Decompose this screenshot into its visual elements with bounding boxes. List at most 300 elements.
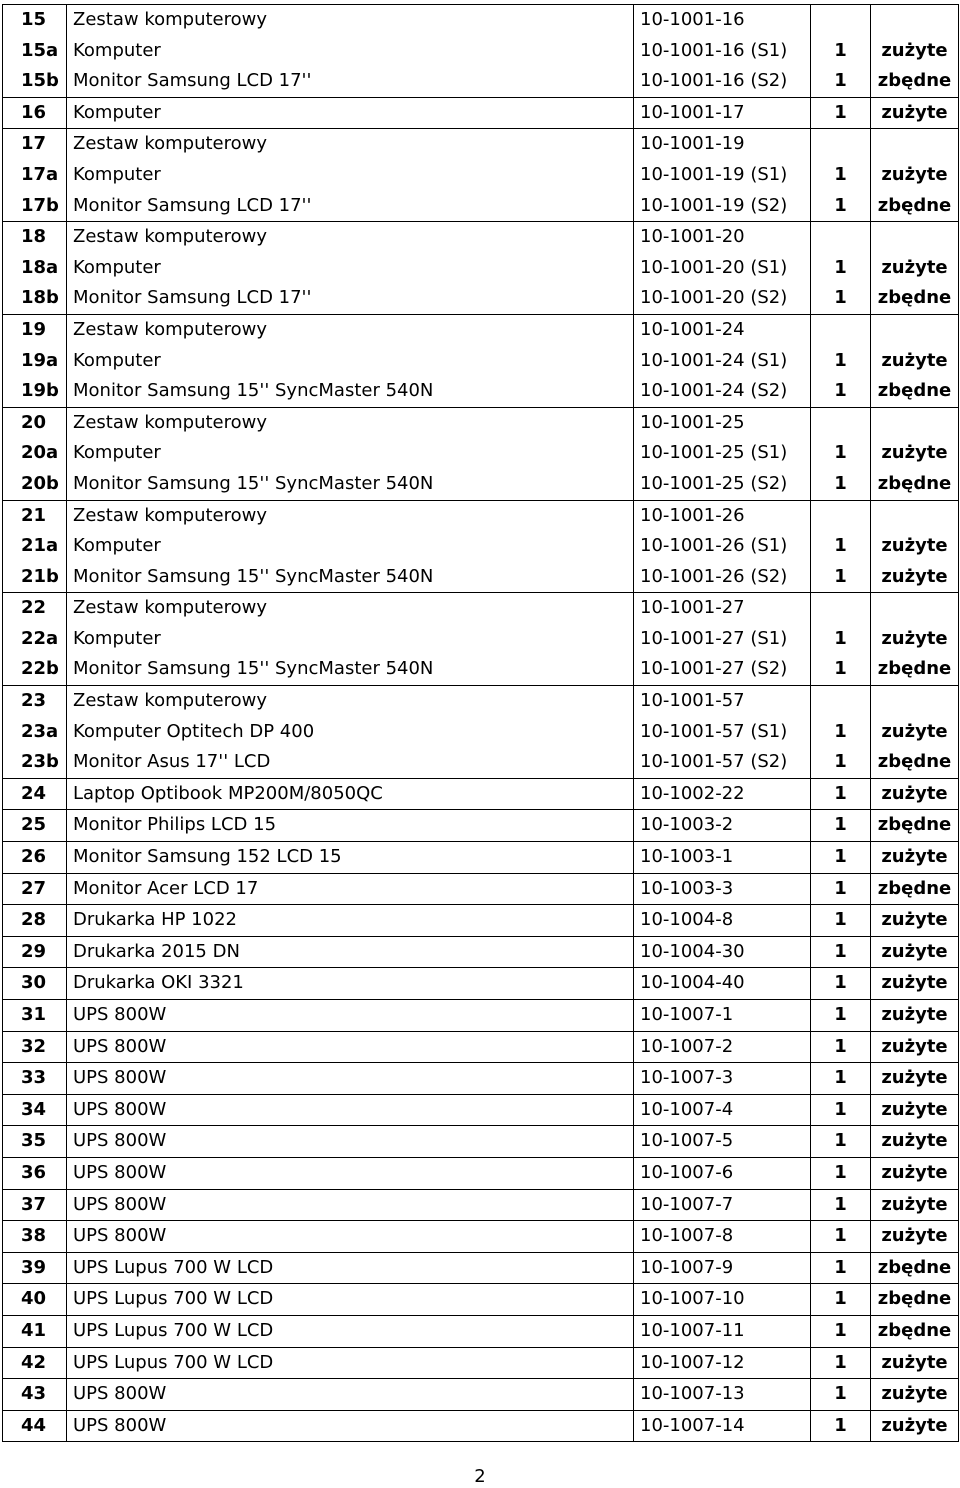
item-number-cell: [3, 222, 67, 315]
inventory-number: 10-1007-6: [640, 1161, 734, 1183]
item-number: 30: [21, 972, 47, 994]
quantity-cell: [811, 5, 871, 98]
item-name: UPS Lupus 700 W LCD: [73, 1351, 274, 1373]
item-number: 29: [21, 940, 47, 962]
inventory-number: 10-1007-11: [640, 1319, 745, 1341]
item-name-cell: [67, 1094, 634, 1126]
item-number: 15a: [21, 39, 59, 61]
status: zbędne: [877, 287, 952, 309]
inventory-number-cell: [634, 1315, 811, 1347]
item-name: Monitor Samsung 15'' SyncMaster 540N: [73, 658, 434, 680]
item-name-cell: [67, 810, 634, 842]
item-number: 19b: [21, 380, 59, 402]
inventory-number-cell: [634, 1031, 811, 1063]
item-name: Laptop Optibook MP200M/8050QC: [73, 782, 383, 804]
quantity: 1: [834, 101, 847, 123]
item-name: Zestaw komputerowy: [73, 597, 268, 619]
item-name: UPS 800W: [73, 1130, 167, 1152]
status: zbędne: [877, 70, 952, 92]
inventory-number: 10-1007-4: [640, 1098, 734, 1120]
table-row: [3, 1221, 959, 1253]
inventory-number-cell: [634, 593, 811, 686]
inventory-number: 10-1007-9: [640, 1256, 734, 1278]
item-number-cell: [3, 905, 67, 937]
status-cell: [871, 1031, 959, 1063]
item-name: Monitor Samsung LCD 17'': [73, 287, 312, 309]
quantity: 1: [834, 256, 847, 278]
inventory-number: 10-1007-7: [640, 1193, 734, 1215]
quantity: 1: [834, 909, 847, 931]
item-name-cell: [67, 1157, 634, 1189]
status: zużyte: [881, 1067, 948, 1089]
quantity: 1: [834, 1225, 847, 1247]
quantity-cell: [811, 222, 871, 315]
item-number: 18a: [21, 256, 59, 278]
item-number: 37: [21, 1193, 47, 1215]
status: zużyte: [881, 1161, 948, 1183]
quantity: 1: [834, 380, 847, 402]
status: zużyte: [881, 256, 948, 278]
item-number: 34: [21, 1098, 47, 1120]
inventory-number: 10-1001-16 (S2): [640, 70, 788, 92]
item-name-cell: [67, 1189, 634, 1221]
item-name-cell: [67, 1252, 634, 1284]
inventory-number-cell: [634, 1347, 811, 1379]
item-name: Komputer: [73, 535, 161, 557]
status: zbędne: [877, 1319, 952, 1341]
inventory-number-cell: [634, 1221, 811, 1253]
table-row: [3, 1000, 959, 1032]
table-row: [3, 1347, 959, 1379]
inventory-number-cell: [634, 968, 811, 1000]
quantity: 1: [834, 1130, 847, 1152]
quantity-cell: [811, 686, 871, 779]
quantity: 1: [834, 940, 847, 962]
item-number: 16: [21, 101, 47, 123]
item-number-cell: [3, 129, 67, 222]
item-number: 36: [21, 1161, 47, 1183]
table-row: [3, 1094, 959, 1126]
quantity-cell: [811, 314, 871, 407]
quantity-cell: [811, 593, 871, 686]
status: zbędne: [877, 658, 952, 680]
table-row: [3, 314, 959, 407]
quantity: 1: [834, 782, 847, 804]
status-cell: [871, 873, 959, 905]
inventory-number: 10-1001-19 (S2): [640, 194, 788, 216]
quantity: [811, 408, 870, 439]
item-name: UPS 800W: [73, 1098, 167, 1120]
item-number: 40: [21, 1288, 47, 1310]
inventory-number: 10-1007-3: [640, 1067, 734, 1089]
inventory-number: 10-1001-57 (S2): [640, 751, 788, 773]
table-row: [3, 968, 959, 1000]
item-name: Monitor Samsung 15'' SyncMaster 540N: [73, 565, 434, 587]
item-number: 17b: [21, 194, 59, 216]
page-number: 2: [474, 1466, 486, 1487]
item-name: Drukarka 2015 DN: [73, 940, 240, 962]
status: zużyte: [881, 39, 948, 61]
quantity: [811, 315, 870, 346]
item-name-cell: [67, 1315, 634, 1347]
table-row: [3, 1189, 959, 1221]
quantity-cell: [811, 936, 871, 968]
item-number: 15: [21, 9, 47, 30]
quantity: 1: [834, 1351, 847, 1373]
status: zużyte: [881, 1098, 948, 1120]
item-name-cell: [67, 222, 634, 315]
status: zużyte: [881, 782, 948, 804]
item-number: 19: [21, 318, 47, 340]
item-number-cell: [3, 1347, 67, 1379]
table-row: [3, 936, 959, 968]
item-name-cell: [67, 936, 634, 968]
inventory-number: 10-1001-27: [640, 597, 745, 619]
quantity-cell: [811, 1379, 871, 1411]
item-number: 26: [21, 846, 47, 868]
item-number-cell: [3, 1063, 67, 1095]
item-name-cell: [67, 1284, 634, 1316]
item-name: Zestaw komputerowy: [73, 411, 268, 433]
inventory-number-cell: [634, 936, 811, 968]
quantity: [811, 593, 870, 624]
item-number-cell: [3, 968, 67, 1000]
item-number: 18: [21, 226, 47, 248]
status: zbędne: [877, 194, 952, 216]
inventory-number: 10-1001-25 (S2): [640, 472, 788, 494]
item-name: UPS 800W: [73, 1004, 167, 1025]
item-name: Zestaw komputerowy: [73, 504, 268, 526]
item-name-cell: [67, 314, 634, 407]
inventory-number: 10-1004-30: [640, 940, 745, 962]
inventory-number-cell: [634, 905, 811, 937]
quantity: 1: [834, 535, 847, 557]
status-cell: [871, 593, 959, 686]
status: zbędne: [877, 1288, 952, 1310]
quantity-cell: [811, 1094, 871, 1126]
inventory-number: 10-1001-57 (S1): [640, 720, 788, 742]
status-cell: [871, 1094, 959, 1126]
status: zużyte: [881, 1130, 948, 1152]
status-cell: [871, 1410, 959, 1442]
status-cell: [871, 129, 959, 222]
status: zbędne: [877, 1256, 952, 1278]
item-name: UPS Lupus 700 W LCD: [73, 1319, 274, 1341]
status: zużyte: [881, 1414, 948, 1436]
item-number: 39: [21, 1256, 47, 1278]
quantity-cell: [811, 968, 871, 1000]
quantity-cell: [811, 1189, 871, 1221]
item-name: Komputer: [73, 627, 161, 649]
status-cell: [871, 1347, 959, 1379]
status: zużyte: [881, 1004, 948, 1025]
item-number-cell: [3, 873, 67, 905]
inventory-number: 10-1003-1: [640, 846, 734, 868]
status-cell: [871, 1315, 959, 1347]
status: zużyte: [881, 535, 948, 557]
item-number-cell: [3, 1031, 67, 1063]
quantity: 1: [834, 442, 847, 464]
item-name-cell: [67, 1126, 634, 1158]
quantity: 1: [834, 720, 847, 742]
table-row: [3, 500, 959, 593]
item-name: Komputer: [73, 39, 161, 61]
quantity-cell: [811, 1000, 871, 1032]
inventory-number: 10-1001-27 (S2): [640, 658, 788, 680]
item-name-cell: [67, 1031, 634, 1063]
item-number-cell: [3, 314, 67, 407]
item-name: Zestaw komputerowy: [73, 9, 268, 30]
table-row: [3, 1063, 959, 1095]
inventory-number: 10-1001-20 (S1): [640, 256, 788, 278]
status: zbędne: [877, 814, 952, 836]
status-cell: [871, 1189, 959, 1221]
item-name: UPS 800W: [73, 1414, 167, 1436]
inventory-number: 10-1007-10: [640, 1288, 745, 1310]
quantity: 1: [834, 565, 847, 587]
quantity-cell: [811, 905, 871, 937]
table-row: [3, 222, 959, 315]
status: [871, 501, 958, 532]
item-name: UPS 800W: [73, 1161, 167, 1183]
item-name: UPS 800W: [73, 1035, 167, 1057]
table-row: [3, 593, 959, 686]
inventory-number-cell: [634, 1126, 811, 1158]
item-name-cell: [67, 905, 634, 937]
status-cell: [871, 1221, 959, 1253]
item-number-cell: [3, 1284, 67, 1316]
inventory-number-cell: [634, 1157, 811, 1189]
status: zużyte: [881, 442, 948, 464]
item-name: Monitor Samsung LCD 17'': [73, 70, 312, 92]
item-name: Drukarka HP 1022: [73, 909, 237, 931]
table-row: [3, 1315, 959, 1347]
inventory-number: 10-1007-13: [640, 1383, 745, 1405]
item-name-cell: [67, 873, 634, 905]
status-cell: [871, 1252, 959, 1284]
table-row: [3, 129, 959, 222]
item-number: 31: [21, 1004, 47, 1025]
inventory-number: 10-1002-22: [640, 782, 745, 804]
item-name-cell: [67, 97, 634, 129]
inventory-number-cell: [634, 1000, 811, 1032]
item-name: Monitor Samsung 15'' SyncMaster 540N: [73, 472, 434, 494]
item-name-cell: [67, 1379, 634, 1411]
item-name: Zestaw komputerowy: [73, 690, 268, 712]
status-cell: [871, 314, 959, 407]
item-name-cell: [67, 968, 634, 1000]
status: [871, 593, 958, 624]
status-cell: [871, 97, 959, 129]
status: zbędne: [877, 472, 952, 494]
quantity: 1: [834, 70, 847, 92]
status: zużyte: [881, 720, 948, 742]
item-number: 35: [21, 1130, 47, 1152]
inventory-number-cell: [634, 500, 811, 593]
inventory-number-cell: [634, 873, 811, 905]
item-name: Komputer: [73, 442, 161, 464]
item-number: 27: [21, 877, 47, 899]
item-name-cell: [67, 129, 634, 222]
inventory-number: 10-1001-16: [640, 9, 745, 30]
inventory-number-cell: [634, 1379, 811, 1411]
inventory-number: 10-1001-24 (S1): [640, 349, 788, 371]
inventory-number-cell: [634, 810, 811, 842]
quantity: 1: [834, 627, 847, 649]
item-name: Zestaw komputerowy: [73, 133, 268, 155]
table-row: [3, 905, 959, 937]
status: zużyte: [881, 163, 948, 185]
item-name-cell: [67, 500, 634, 593]
inventory-number: 10-1001-19: [640, 133, 745, 155]
inventory-number: 10-1007-12: [640, 1351, 745, 1373]
item-name: Komputer: [73, 349, 161, 371]
item-name-cell: [67, 593, 634, 686]
status-cell: [871, 1063, 959, 1095]
inventory-number: 10-1001-57: [640, 690, 745, 712]
quantity: 1: [834, 349, 847, 371]
item-number: 22: [21, 597, 47, 619]
status: [871, 129, 958, 160]
inventory-number-cell: [634, 1410, 811, 1442]
quantity: 1: [834, 1383, 847, 1405]
status: zużyte: [881, 1225, 948, 1247]
quantity-cell: [811, 500, 871, 593]
inventory-table-body: [3, 5, 959, 1442]
status: zużyte: [881, 1383, 948, 1405]
quantity: 1: [834, 1035, 847, 1057]
inventory-number-cell: [634, 97, 811, 129]
item-number: 17a: [21, 163, 59, 185]
item-number-cell: [3, 686, 67, 779]
status: [871, 5, 958, 36]
status: zużyte: [881, 565, 948, 587]
status: [871, 315, 958, 346]
status: zużyte: [881, 972, 948, 994]
inventory-number: 10-1001-27 (S1): [640, 627, 788, 649]
quantity: 1: [834, 814, 847, 836]
quantity-cell: [811, 407, 871, 500]
status-cell: [871, 842, 959, 874]
item-number-cell: [3, 1126, 67, 1158]
table-row: [3, 1031, 959, 1063]
quantity-cell: [811, 778, 871, 810]
item-number-cell: [3, 1094, 67, 1126]
item-number: 15b: [21, 70, 59, 92]
quantity-cell: [811, 1126, 871, 1158]
status: zużyte: [881, 349, 948, 371]
status: zużyte: [881, 1035, 948, 1057]
inventory-number: 10-1001-26 (S2): [640, 565, 788, 587]
inventory-number-cell: [634, 1189, 811, 1221]
item-name: Monitor Acer LCD 17: [73, 877, 259, 899]
inventory-number-cell: [634, 1094, 811, 1126]
item-name-cell: [67, 778, 634, 810]
item-number: 18b: [21, 287, 59, 309]
item-number-cell: [3, 500, 67, 593]
status-cell: [871, 500, 959, 593]
quantity: 1: [834, 1161, 847, 1183]
inventory-number-cell: [634, 1252, 811, 1284]
inventory-number-cell: [634, 686, 811, 779]
quantity: 1: [834, 472, 847, 494]
status: zbędne: [877, 877, 952, 899]
quantity: 1: [834, 1004, 847, 1025]
item-number: 21: [21, 504, 47, 526]
item-number: 44: [21, 1414, 47, 1436]
item-name: UPS 800W: [73, 1383, 167, 1405]
inventory-number-cell: [634, 842, 811, 874]
quantity: 1: [834, 287, 847, 309]
quantity: 1: [834, 972, 847, 994]
status-cell: [871, 5, 959, 98]
status: zużyte: [881, 846, 948, 868]
table-row: [3, 810, 959, 842]
quantity: [811, 5, 870, 36]
item-number: 38: [21, 1225, 47, 1247]
quantity: 1: [834, 751, 847, 773]
item-number-cell: [3, 97, 67, 129]
status: zużyte: [881, 627, 948, 649]
item-number: 43: [21, 1383, 47, 1405]
status: zużyte: [881, 1193, 948, 1215]
status-cell: [871, 1284, 959, 1316]
item-number-cell: [3, 1252, 67, 1284]
quantity-cell: [811, 1063, 871, 1095]
quantity: 1: [834, 1256, 847, 1278]
table-row: [3, 842, 959, 874]
status-cell: [871, 1157, 959, 1189]
quantity-cell: [811, 1410, 871, 1442]
inventory-number: 10-1001-20 (S2): [640, 287, 788, 309]
inventory-number: 10-1001-26 (S1): [640, 535, 788, 557]
inventory-number: 10-1007-1: [640, 1004, 734, 1025]
item-name: Drukarka OKI 3321: [73, 972, 244, 994]
inventory-number: 10-1001-25: [640, 411, 745, 433]
quantity-cell: [811, 873, 871, 905]
item-name: UPS 800W: [73, 1225, 167, 1247]
status-cell: [871, 905, 959, 937]
quantity: [811, 129, 870, 160]
quantity: 1: [834, 1098, 847, 1120]
inventory-number: 10-1004-40: [640, 972, 745, 994]
item-name: Komputer: [73, 163, 161, 185]
item-name: Monitor Asus 17'' LCD: [73, 751, 271, 773]
quantity: 1: [834, 1288, 847, 1310]
item-number-cell: [3, 842, 67, 874]
inventory-number-cell: [634, 1063, 811, 1095]
table-row: [3, 407, 959, 500]
item-name-cell: [67, 1000, 634, 1032]
quantity: 1: [834, 1067, 847, 1089]
item-number: 23: [21, 690, 47, 712]
status: zużyte: [881, 940, 948, 962]
inventory-number: 10-1001-17: [640, 101, 745, 123]
item-number: 32: [21, 1035, 47, 1057]
item-number: 20b: [21, 472, 59, 494]
inventory-table: [2, 4, 959, 1442]
quantity-cell: [811, 1157, 871, 1189]
item-name: Monitor Samsung 15'' SyncMaster 540N: [73, 380, 434, 402]
table-row: [3, 1379, 959, 1411]
item-name-cell: [67, 1347, 634, 1379]
quantity: 1: [834, 877, 847, 899]
quantity-cell: [811, 810, 871, 842]
status: [871, 222, 958, 253]
status: [871, 408, 958, 439]
item-name: UPS Lupus 700 W LCD: [73, 1288, 274, 1310]
inventory-number-cell: [634, 129, 811, 222]
